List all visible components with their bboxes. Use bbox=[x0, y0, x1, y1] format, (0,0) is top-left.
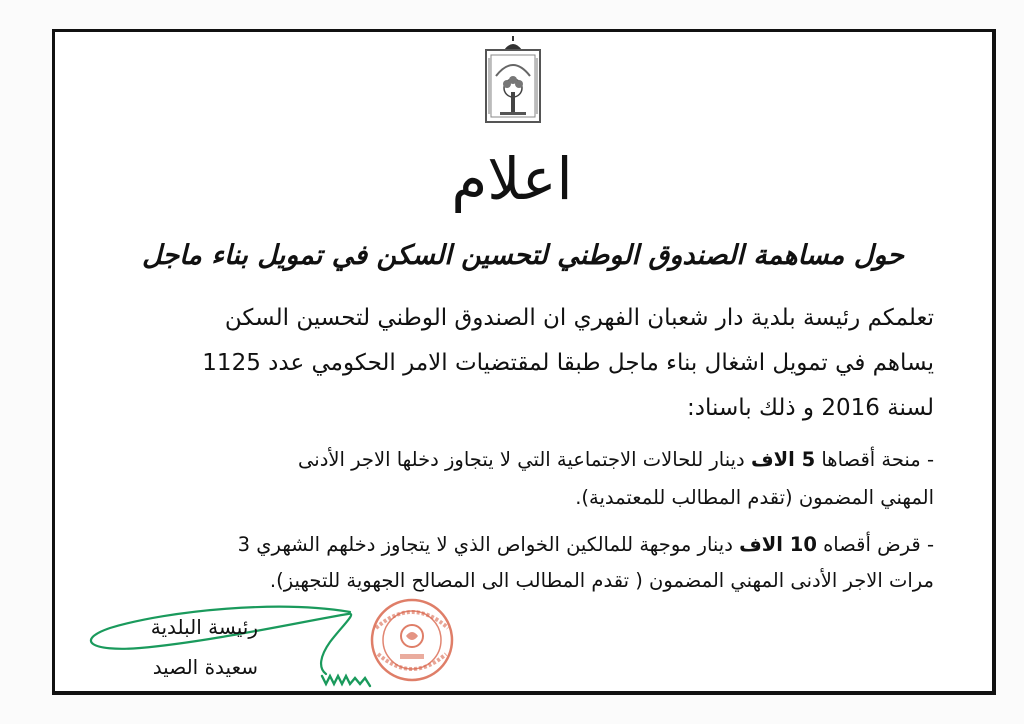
grant-text-post: دينار للحالات الاجتماعية التي لا يتجاوز دخلها الاجر الأدنى bbox=[298, 448, 751, 471]
loan-text-post: دينار موجهة للمالكين الخواص الذي لا يتجاوز دخلهم الشهري 3 bbox=[237, 533, 740, 556]
list-item-loan bbox=[114, 533, 934, 556]
signature-role: رئيسة البلدية bbox=[150, 615, 258, 639]
loan-amount: 10 الاف bbox=[739, 533, 817, 556]
body-line-3: لسنة 2016 و ذلك باسناد: bbox=[687, 395, 934, 421]
list-item-grant-cont: المهني المضمون (تقدم المطالب للمعتمدية). bbox=[575, 486, 934, 509]
body-line-1: تعلمكم رئيسة بلدية دار شعبان الفهري ان الصندوق الوطني لتحسين السكن bbox=[224, 305, 934, 331]
grant-text-pre: - منحة أقصاها bbox=[815, 448, 934, 471]
signature-name: سعيدة الصيد bbox=[152, 655, 258, 679]
page-subtitle: حول مساهمة الصندوق الوطني لتحسين السكن في تمويل بناء ماجل bbox=[142, 240, 904, 271]
loan-text-pre: - قرض أقصاه bbox=[816, 533, 934, 556]
municipality-emblem-icon bbox=[482, 36, 544, 124]
list-item-loan-cont: مرات الاجر الأدنى المهني المضمون ( تقدم المطالب الى المصالح الجهوية للتجهيز). bbox=[269, 569, 934, 592]
handwritten-signature-icon bbox=[80, 590, 400, 700]
page-title: اعلام bbox=[451, 145, 573, 213]
list-item-grant bbox=[114, 448, 934, 471]
body-line-2: يساهم في تمويل اشغال بناء ماجل طبقا لمقتضيات الامر الحكومي عدد 1125 bbox=[202, 350, 934, 376]
grant-amount: 5 الاف bbox=[750, 448, 816, 471]
